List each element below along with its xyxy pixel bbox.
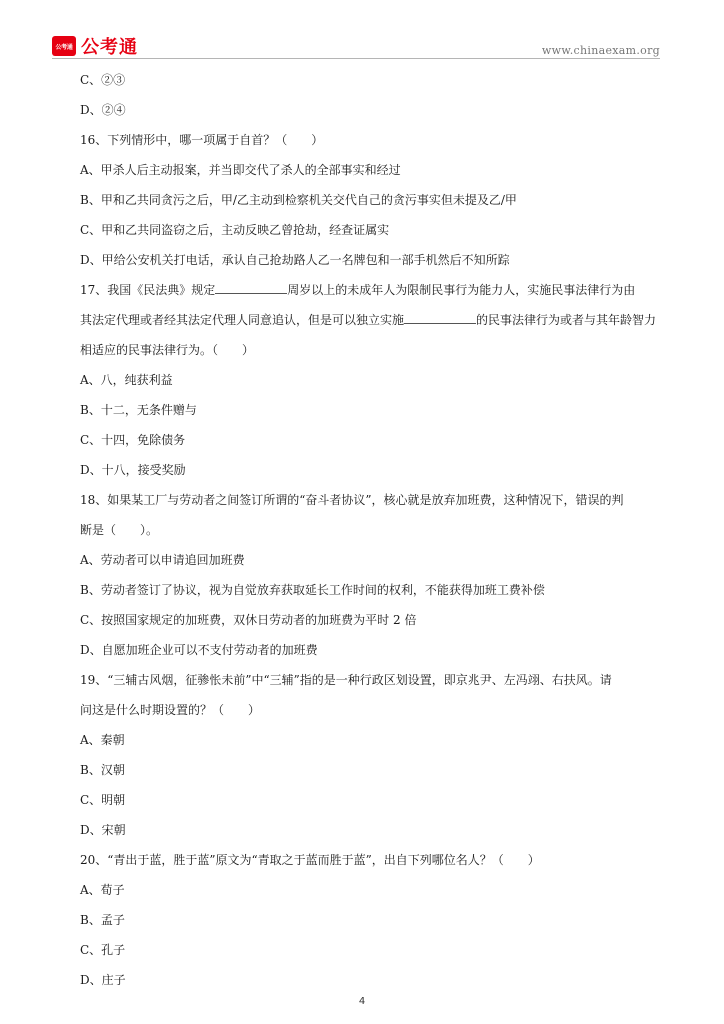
option-b-q20: B、孟子 <box>80 913 125 927</box>
site-url: www.chinaexam.org <box>541 44 660 57</box>
question-18-line-1: 18、如果某工厂与劳动者之间签订所谓的“奋斗者协议”，核心就是放弃加班费，这种情况下，错误的判 <box>80 493 624 507</box>
option-b-q16: B、甲和乙共同贪污之后，甲/乙主动到检察机关交代自己的贪污事实但未提及乙/甲 <box>80 193 517 207</box>
question-17-line-2 <box>80 312 670 328</box>
answer-blank <box>215 282 287 294</box>
header-divider <box>52 58 660 59</box>
question-17-text-d: 的民事法律行为或者与其年龄智力 <box>476 313 657 327</box>
option-a-q16: A、甲杀人后主动报案，并当即交代了杀人的全部事实和经过 <box>80 163 401 177</box>
option-a-q19: A、秦朝 <box>80 733 125 747</box>
option-c-q15: C、②③ <box>80 73 126 87</box>
option-a-q17: A、八，纯获利益 <box>80 373 173 387</box>
question-16: 16、下列情形中，哪一项属于自首？（ ） <box>80 133 324 147</box>
option-c-q19: C、明朝 <box>80 793 126 807</box>
option-a-q18: A、劳动者可以申请追回加班费 <box>80 553 245 567</box>
question-18-line-2: 断是（ ）。 <box>80 523 159 537</box>
logo-badge: 公考通 <box>52 36 76 56</box>
logo-text: 公考通 <box>81 37 138 58</box>
page-number: 4 <box>358 996 366 1007</box>
question-17-text-a: 17、我国《民法典》规定 <box>80 283 216 297</box>
option-a-q20: A、荀子 <box>80 883 125 897</box>
option-d-q16: D、甲给公安机关打电话，承认自己抢劫路人乙一名牌包和一部手机然后不知所踪 <box>80 253 510 267</box>
question-content <box>80 72 670 988</box>
option-d-q15: D、②④ <box>80 103 126 117</box>
question-17-text-b: 周岁以上的未成年人为限制民事行为能力人，实施民事法律行为由 <box>287 283 636 297</box>
option-d-q20: D、庄子 <box>80 973 126 987</box>
question-17-line-3: 相适应的民事法律行为。（ ） <box>80 343 255 357</box>
page-header <box>0 0 724 62</box>
option-b-q18: B、劳动者签订了协议，视为自觉放弃获取延长工作时间的权利，不能获得加班工费补偿 <box>80 583 545 597</box>
question-17-text-c: 其法定代理或者经其法定代理人同意追认，但是可以独立实施 <box>80 313 405 327</box>
question-20: 20、“青出于蓝，胜于蓝”原文为“青取之于蓝而胜于蓝”，出自下列哪位名人？（ ） <box>80 853 540 867</box>
option-c-q17: C、十四，免除债务 <box>80 433 186 447</box>
option-c-q16: C、甲和乙共同盗窃之后，主动反映乙曾抢劫，经查证属实 <box>80 223 390 237</box>
option-d-q17: D、十八，接受奖励 <box>80 463 186 477</box>
question-17-line-1 <box>80 282 670 298</box>
option-b-q17: B、十二，无条件赠与 <box>80 403 197 417</box>
logo <box>52 33 138 59</box>
option-d-q18: D、自愿加班企业可以不支付劳动者的加班费 <box>80 643 318 657</box>
question-19-line-2: 问这是什么时期设置的？（ ） <box>80 703 261 717</box>
option-b-q19: B、汉朝 <box>80 763 125 777</box>
option-c-q20: C、孔子 <box>80 943 126 957</box>
question-19-line-1: 19、“三辅古风烟，征骖怅未前”中“三辅”指的是一种行政区划设置，即京兆尹、左冯翊、右扶风。请 <box>80 673 612 687</box>
answer-blank <box>404 312 476 324</box>
option-d-q19: D、宋朝 <box>80 823 126 837</box>
option-c-q18: C、按照国家规定的加班费，双休日劳动者的加班费为平时 2 倍 <box>80 613 417 627</box>
